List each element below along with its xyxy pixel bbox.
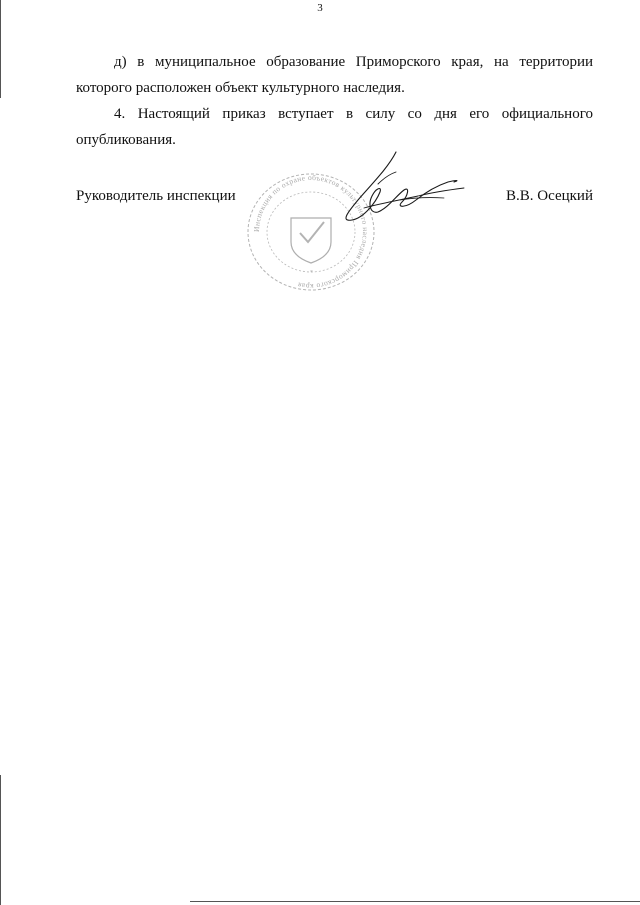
svg-text:*: * bbox=[310, 270, 313, 276]
handwritten-signature bbox=[318, 148, 468, 238]
scan-edge-left-bottom bbox=[0, 775, 1, 905]
signatory-name: В.В. Осецкий bbox=[506, 188, 593, 204]
signatory-title: Руководитель инспекции bbox=[76, 188, 236, 204]
page-number: 3 bbox=[317, 2, 323, 14]
scan-edge-left-top bbox=[0, 0, 1, 98]
stamp-ring-text: Инспекция по охране объектов культурного наследия Приморского края bbox=[251, 172, 371, 292]
item-4-line-2: опубликования. bbox=[76, 132, 176, 148]
item-4-line-1: 4. Настоящий приказ вступает в силу со дня его официального bbox=[114, 106, 593, 122]
item-d-line-2: которого расположен объект культурного наследия. bbox=[76, 80, 405, 96]
item-d-line-1: д) в муниципальное образование Приморского края, на территории bbox=[114, 54, 593, 70]
paragraph-item-4 bbox=[76, 101, 593, 153]
paragraph-item-d bbox=[76, 49, 593, 101]
scan-edge-bottom bbox=[190, 901, 640, 902]
